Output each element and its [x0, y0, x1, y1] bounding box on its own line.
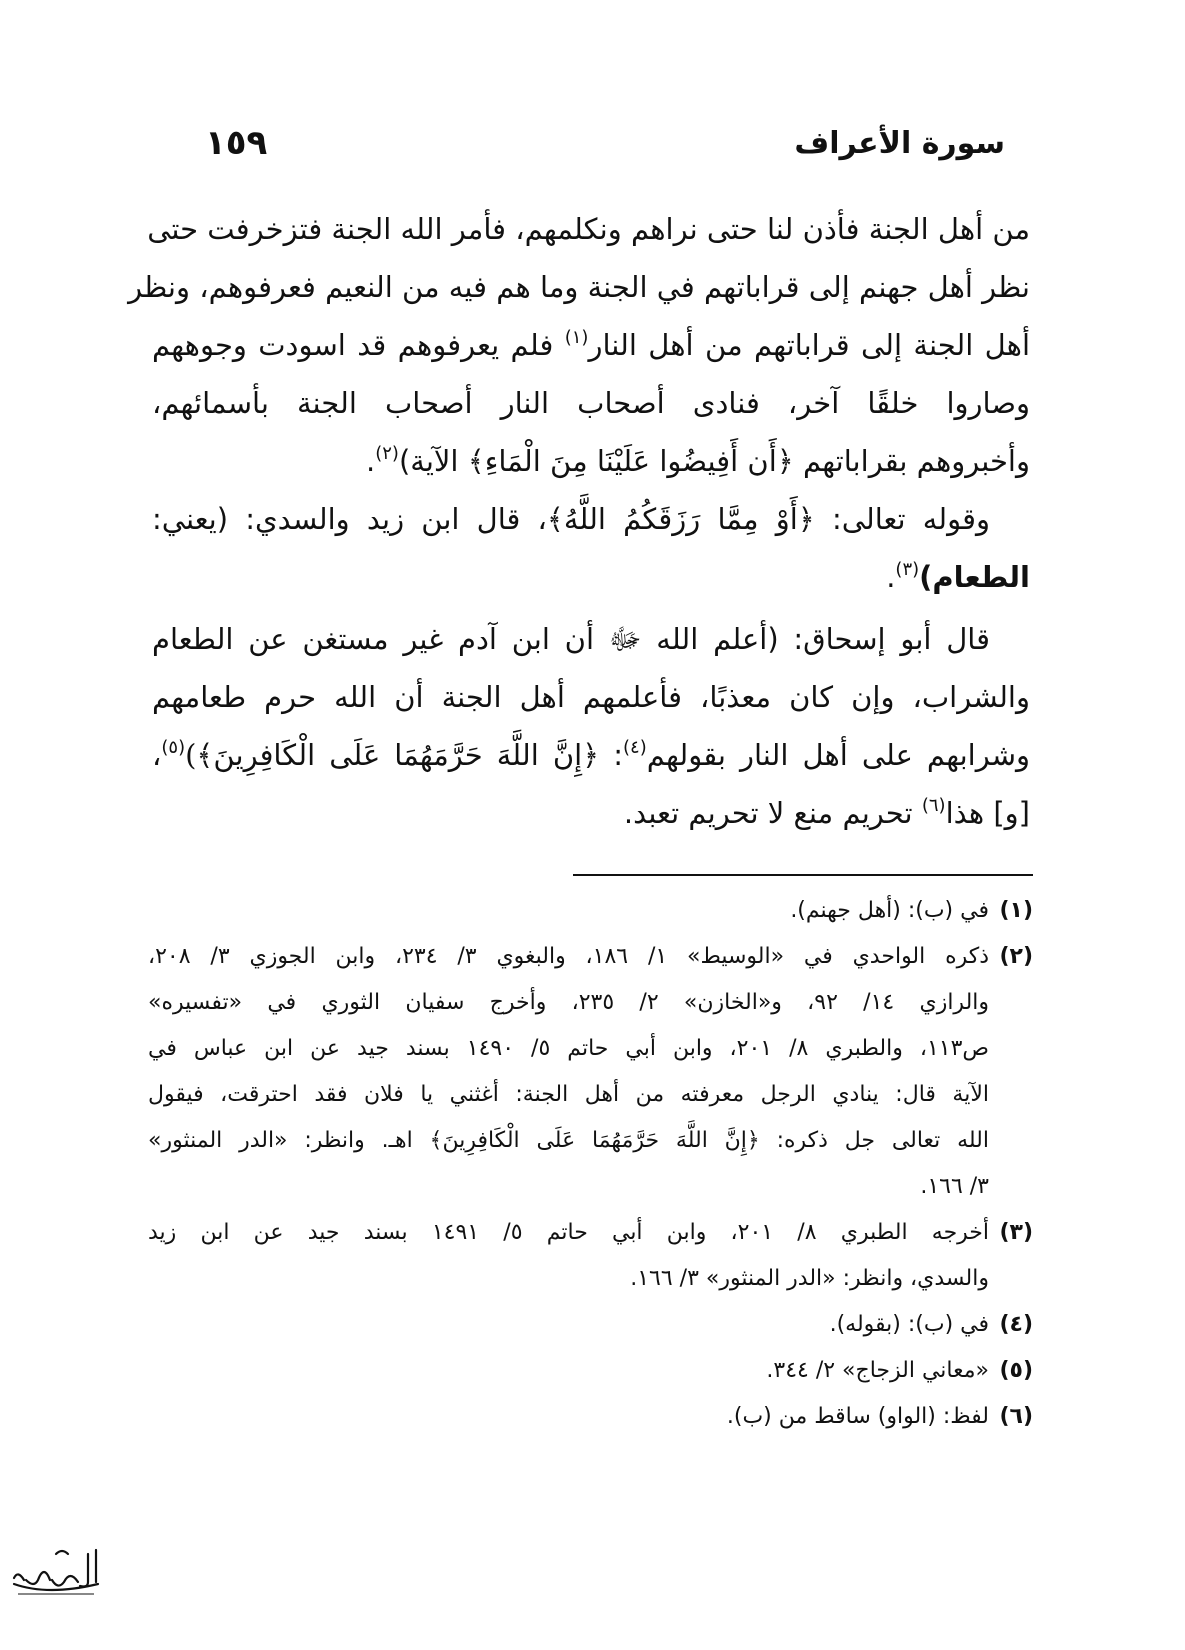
text-line-5-start: وأخبروهم بقراباتهم: [802, 444, 1030, 478]
text-line-7: [152, 548, 1030, 606]
footnote-number: (٢): [999, 944, 1033, 969]
text-line-3-start: أهل الجنة إلى قراباتهم من أهل النار: [588, 328, 1030, 362]
text-line-11: [152, 784, 1030, 842]
footnote-number: (٣): [999, 1220, 1033, 1245]
footnote-body: [148, 1394, 989, 1440]
footnote-separator: [573, 874, 1033, 876]
text-line-5-rest: الآية): [398, 444, 459, 478]
text-line-3-rest: فلم يعرفوهم قد اسودت وجوههم: [152, 328, 554, 362]
footnote-body: [148, 1348, 989, 1394]
page-number: ١٥٩: [205, 123, 268, 163]
footnote-4: [148, 1302, 1033, 1348]
footnote-line: والرازي ١٤/ ٩٢، و«الخازن» ٢/ ٢٣٥، وأخرج سفيان الثوري في «تفسيره»: [148, 990, 990, 1015]
footnote-ref-1: (١): [564, 327, 589, 348]
quran-verse-1: ﴿أَن أَفِيضُوا عَلَيْنَا مِنَ الْمَاءِ﴾: [467, 444, 794, 478]
text-line-4: وصاروا خلقًا آخر، فنادى أصحاب النار أصحاب الجنة بأسمائهم،: [152, 386, 1030, 420]
text-line-8: قال أبو إسحاق: (أعلم الله ﷻ أن ابن آدم غير مستغن عن الطعام: [152, 622, 990, 656]
comma: ،: [152, 738, 162, 772]
period: .: [886, 560, 896, 594]
footnote-line: في (ب): (أهل جهنم).: [790, 898, 989, 923]
footnote-ref-6: (٦): [921, 795, 946, 816]
footnote-line: والسدي، وانظر: «الدر المنثور» ٣/ ١٦٦.: [630, 1266, 989, 1291]
footnote-line: في (ب): (بقوله).: [829, 1312, 989, 1337]
colon: :: [613, 738, 623, 772]
text-line-7-start: الطعام): [919, 560, 1030, 594]
text-line-6: [152, 490, 1030, 548]
footnote-number: (١): [999, 898, 1033, 923]
text-line-2: نظر أهل جهنم إلى قراباتهم في الجنة وما هم فيه من النعيم فعرفوهم، ونظر: [128, 270, 1030, 304]
footnote-body: [148, 888, 989, 934]
text-line-10-start: وشرابهم على أهل النار بقولهم: [646, 738, 1031, 772]
footnote-line: ذكره الواحدي في «الوسيط» ١/ ١٨٦، والبغوي ٣/ ٢٣٤، وابن الجوزي ٣/ ٢٠٨،: [148, 944, 990, 969]
main-text: [128, 200, 1031, 842]
footnote-body: [148, 1302, 989, 1348]
footnote-number: (٥): [999, 1358, 1033, 1383]
text-line-6-rest: ، قال ابن زيد والسدي: (يعني:: [152, 502, 547, 536]
footnote-line: الآية قال: ينادي الرجل معرفته من أهل الجنة: أغثني يا فلان فقد احترقت، فيقول: [148, 1082, 989, 1107]
footnote-line: «معاني الزجاج» ٢/ ٣٤٤.: [766, 1358, 989, 1383]
text-line-11-rest: تحريم منع لا تحريم تعبد.: [623, 796, 913, 830]
footnote-number: (٦): [999, 1404, 1033, 1429]
publisher-logo: [8, 1540, 103, 1602]
page-header: [205, 118, 1005, 168]
footnotes: [148, 888, 1033, 1440]
quran-verse-2: ﴿أَوْ مِمَّا رَزَقَكُمُ اللَّهُ﴾: [546, 502, 815, 536]
footnote-line: الله تعالى جل ذكره: ﴿إِنَّ اللَّهَ حَرَّمَهُمَا عَلَى الْكَافِرِينَ﴾ اهـ. وانظر: «الدر المنثور»: [148, 1128, 989, 1153]
surah-title: سورة الأعراف: [794, 125, 1005, 161]
text-line-9: والشراب، وإن كان معذبًا، فأعلمهم أهل الجنة أن الله حرم طعامهم: [152, 680, 1030, 714]
footnote-2: [148, 934, 1033, 1210]
text-line-11-start: [و] هذا: [945, 796, 1030, 830]
footnote-ref-5: (٥): [161, 737, 186, 758]
footnote-1: [148, 888, 1033, 934]
footnote-line: لفظ: (الواو) ساقط من (ب).: [726, 1404, 989, 1429]
quran-verse-3: ﴿إِنَّ اللَّهَ حَرَّمَهُمَا عَلَى الْكَافِرِينَ﴾): [185, 738, 600, 772]
text-line-6-start: وقوله تعالى:: [831, 502, 990, 536]
footnote-3: [148, 1210, 1033, 1302]
footnote-body: [148, 1210, 989, 1302]
footnote-ref-3: (٣): [895, 559, 920, 580]
footnote-line: ٣/ ١٦٦.: [920, 1174, 989, 1199]
text-line-1: من أهل الجنة فأذن لنا حتى نراهم ونكلمهم، فأمر الله الجنة فتزخرفت حتى: [147, 212, 1030, 246]
footnote-line: أخرجه الطبري ٨/ ٢٠١، وابن أبي حاتم ٥/ ١٤٩١ بسند جيد عن ابن زيد: [148, 1220, 990, 1245]
footnote-line: ص١١٣، والطبري ٨/ ٢٠١، وابن أبي حاتم ٥/ ١٤٩٠ بسند جيد عن ابن عباس في: [148, 1036, 990, 1061]
period: .: [366, 444, 376, 478]
text-line-5: [152, 432, 1030, 490]
footnote-ref-2: (٢): [375, 443, 399, 464]
text-line-10: [152, 726, 1030, 784]
footnote-number: (٤): [999, 1312, 1033, 1337]
footnote-6: [148, 1394, 1033, 1440]
footnote-body: [148, 934, 989, 1210]
footnote-ref-4: (٤): [622, 737, 647, 758]
text-line-3: [152, 316, 1030, 374]
footnote-5: [148, 1348, 1033, 1394]
